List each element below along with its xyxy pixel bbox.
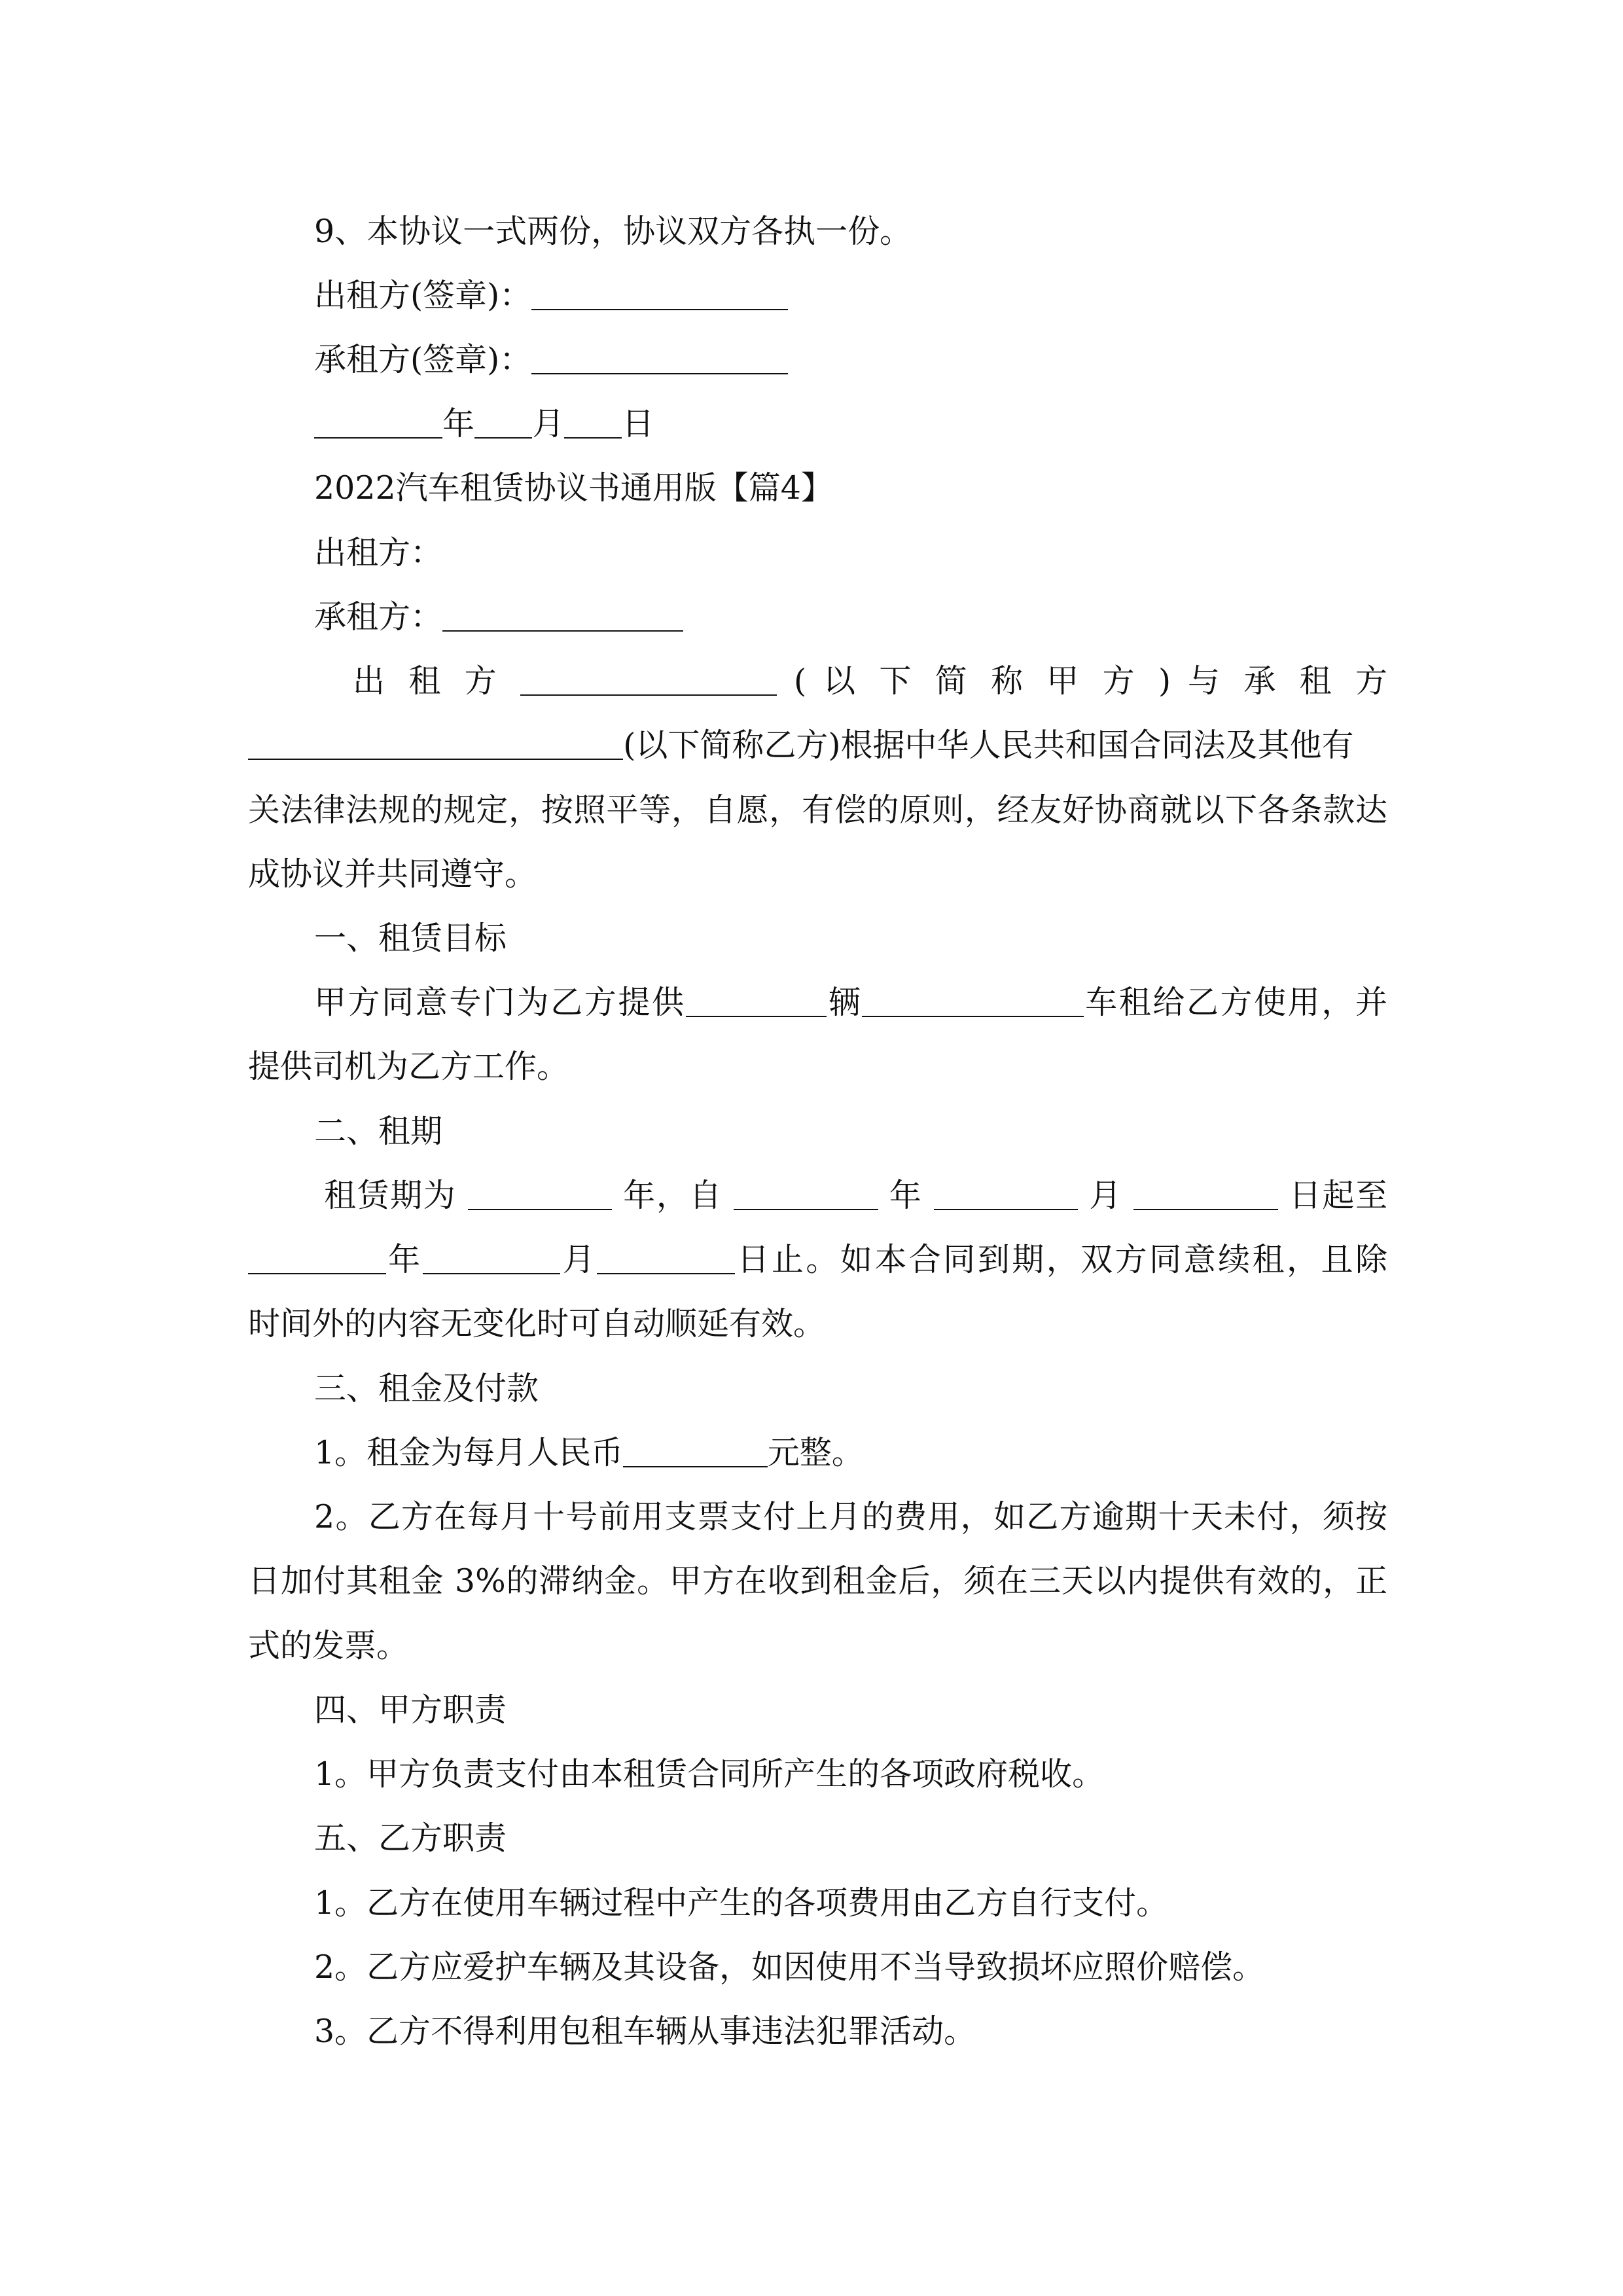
lessee-line <box>314 598 1387 637</box>
blank-field <box>442 598 683 632</box>
blank-field <box>474 404 532 439</box>
paragraph-line: 2。乙方应爱护车辆及其设备，如因使用不当导致损坏应照价赔偿。 <box>314 1948 1265 1986</box>
text: 月 <box>1089 1177 1122 1214</box>
paragraph-line: 式的发票。 <box>248 1627 409 1664</box>
label: 年 <box>442 405 475 442</box>
paragraph-line: 1。乙方在使用车辆过程中产生的各项费用由乙方自行支付。 <box>314 1884 1169 1922</box>
paragraph-line <box>248 662 1387 701</box>
blank-field <box>1133 1176 1278 1210</box>
blank-field <box>423 1240 561 1274</box>
paragraph-line <box>314 1176 1387 1215</box>
label: 承租方： <box>314 598 443 636</box>
paragraph-line <box>248 726 1387 765</box>
label: 日 <box>622 405 654 442</box>
text: 出 租 方 <box>353 662 504 700</box>
text: 月 <box>560 1241 597 1278</box>
paragraph-line <box>314 983 1387 1022</box>
blank-field <box>934 1176 1079 1210</box>
paragraph-line <box>248 1240 1387 1280</box>
heading-2: 二、租期 <box>314 1113 443 1150</box>
blank-field <box>564 404 622 439</box>
heading-3: 三、租金及付款 <box>314 1370 539 1407</box>
paragraph-line: 成协议并共同遵守。 <box>248 855 537 893</box>
blank-field <box>520 662 777 696</box>
blank-field <box>531 340 788 374</box>
blank-field <box>248 726 623 760</box>
text: 1。租金为每月人民币 <box>314 1434 624 1471</box>
paragraph-line: 提供司机为乙方工作。 <box>248 1048 569 1085</box>
label: 承租方(签章)： <box>314 341 532 378</box>
blank-field <box>531 276 788 310</box>
text: ( 以 下 简 称 甲 方 ) 与 承 租 方 <box>793 662 1387 700</box>
paragraph-line <box>314 1433 1387 1473</box>
text: 租赁期为 <box>324 1177 457 1214</box>
text: 年，自 <box>623 1177 723 1214</box>
paragraph-line: 1。甲方负责支付由本租赁合同所产生的各项政府税收。 <box>314 1755 1105 1793</box>
text: 日起至 <box>1289 1177 1387 1214</box>
blank-field <box>686 983 827 1017</box>
paragraph-line: 关法律法规的规定，按照平等，自愿，有偿的原则，经友好协商就以下各条款达 <box>248 791 1387 829</box>
heading-5: 五、乙方职责 <box>314 1820 507 1857</box>
lessor-signature-line <box>314 276 1387 315</box>
clause-9: 9、本协议一式两份，协议双方各执一份。 <box>314 213 912 250</box>
paragraph-line: 日加付其租金 3%的滞纳金。甲方在收到租金后，须在三天以内提供有效的，正 <box>248 1562 1387 1600</box>
label: 出租方(签章)： <box>314 277 532 314</box>
blank-field <box>734 1176 878 1210</box>
blank-field <box>623 1433 768 1467</box>
paragraph-line: 3。乙方不得利用包租车辆从事违法犯罪活动。 <box>314 2013 976 2050</box>
heading-4: 四、甲方职责 <box>314 1691 507 1729</box>
section-title: 2022汽车租赁协议书通用版【篇4】 <box>314 469 833 507</box>
label: 月 <box>532 405 565 442</box>
blank-field <box>248 1240 386 1274</box>
text: 元整。 <box>767 1434 864 1471</box>
text: 甲方同意专门为乙方提供 <box>314 984 686 1021</box>
blank-field <box>468 1176 613 1210</box>
heading-1: 一、租赁目标 <box>314 920 507 957</box>
text: 日止。如本合同到期，双方同意续租，且除 <box>734 1241 1387 1278</box>
lessee-signature-line <box>314 340 1387 380</box>
blank-field <box>862 983 1083 1017</box>
date-line <box>314 404 1387 444</box>
paragraph-line: 时间外的内容无变化时可自动顺延有效。 <box>248 1305 826 1342</box>
text: 年 <box>889 1177 923 1214</box>
paragraph-line: 2。乙方在每月十号前用支票支付上月的费用，如乙方逾期十天未付，须按 <box>314 1498 1387 1535</box>
blank-field <box>314 404 442 439</box>
lessor-line: 出租方： <box>314 534 443 571</box>
text: 年 <box>385 1241 423 1278</box>
text: 辆 <box>827 984 863 1021</box>
text: 车租给乙方使用，并 <box>1083 984 1387 1021</box>
text: (以下简称乙方)根据中华人民共和国合同法及其他有 <box>623 726 1354 764</box>
blank-field <box>597 1240 735 1274</box>
